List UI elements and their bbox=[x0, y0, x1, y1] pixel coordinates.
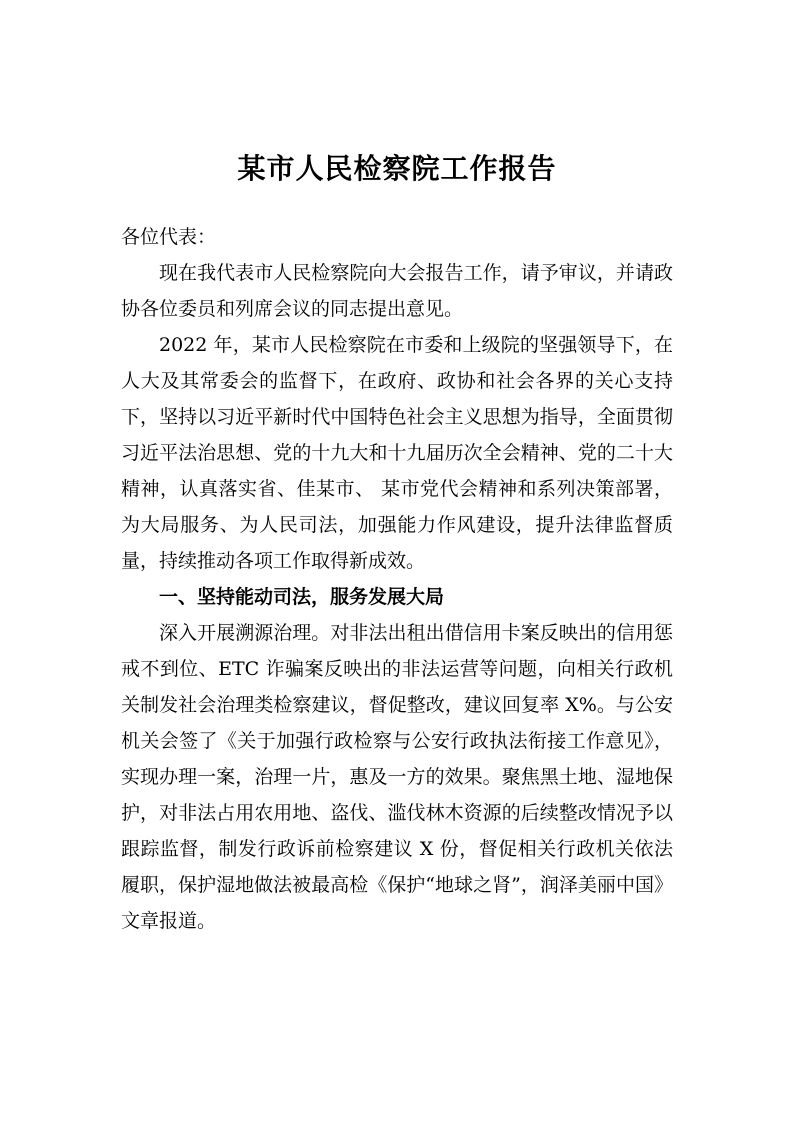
paragraph-summary: 2022 年，某市人民检察院在市委和上级院的坚强领导下，在人大及其常委会的监督下，在政府、政协和社会各界的关心支持下，坚持以习近平新时代中国特色社会主义思想为指导，全面贯彻习近平法治思想、党的十九大和十九届历次全会精神、党的二十大精神，认真落实省、佳某市、 某市党代会精神和系列决策部署，为大局服务、为人民司法，加强能力作风建设，提升法律监督质量，持续推动各项工作取得新成效。 bbox=[121, 334, 673, 572]
salutation: 各位代表： bbox=[121, 226, 217, 248]
document-body bbox=[121, 219, 673, 939]
section-heading: 一、坚持能动司法，服务发展大局 bbox=[159, 586, 445, 608]
document-title: 某市人民检察院工作报告 bbox=[237, 151, 557, 185]
paragraph-section-1: 深入开展溯源治理。对非法出租出借信用卡案反映出的信用惩戒不到位、ETC 诈骗案反映出的非法运营等问题，向相关行政机关制发社会治理类检察建议，督促整改，建议回复率 X%。与公安机关会签了《关于加强行政检察与公安行政执法衔接工作意见》，实现办理一案，治理一片，惠及一方的效果。聚焦黑土地、湿地保护，对非法占用农用地、盗伐、滥伐林木资源的后续整改情况予以跟踪监督，制发行政诉前检察建议 X 份，督促相关行政机关依法履职，保护湿地做法被最高检《保护“地球之肾”，润泽美丽中国》文章报道。 bbox=[121, 622, 673, 932]
paragraph-intro: 现在我代表市人民检察院向大会报告工作，请予审议，并请政协各位委员和列席会议的同志提出意见。 bbox=[121, 262, 673, 320]
